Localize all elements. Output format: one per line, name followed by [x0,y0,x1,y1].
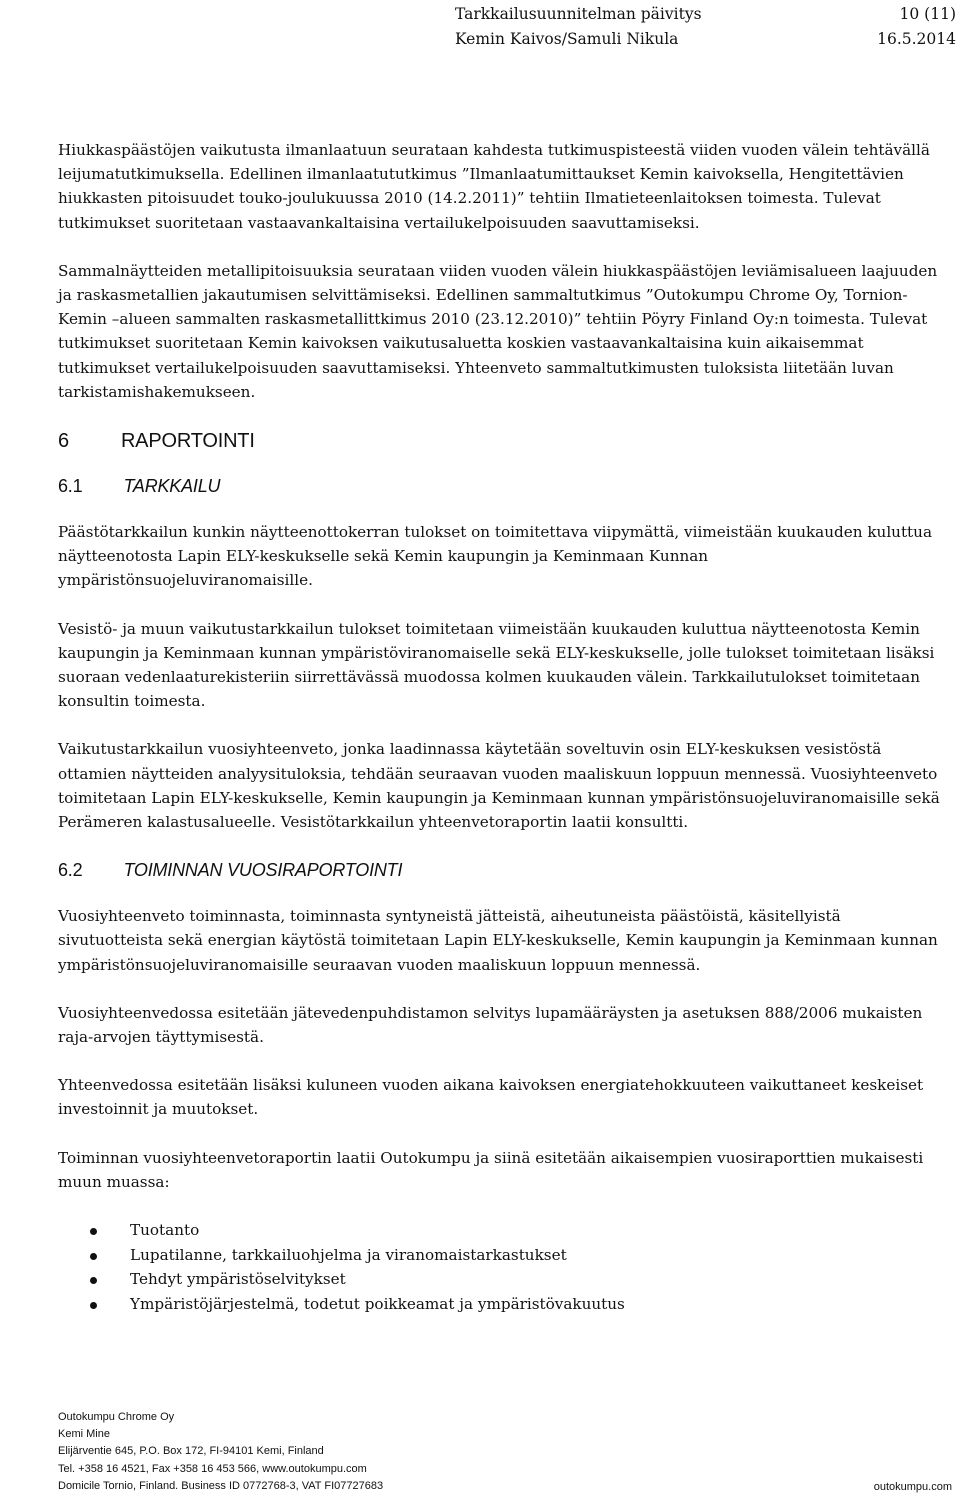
list-item: Tehdyt ympäristöselvitykset [58,1267,950,1292]
paragraph-air-quality: Hiukkaspäästöjen vaikutusta ilmanlaatuun seurataan kahdesta tutkimuspisteestä viiden vuoden välein tehtävällä leijumatutkimuksella. Edellinen ilmanlaatututkimus ”Ilmanlaatumittaukset Kemin kaivoksella, Hengitettävien hiukkasten pitoisuudet touko-joulukuussa 2010 (14.2.2011)” tehtiin Ilmatieteenlaitoksen toimesta. Tulevat tutkimukset suoritetaan vastaavankaltaisina vertailukelpoisuuden saavuttamiseksi. [58,141,930,232]
section-title: RAPORTOINTI [120,430,255,453]
footer-contact: Tel. +358 16 4521, Fax +358 16 453 566, www.outokumpu.com [58,1462,367,1475]
section-heading-reporting [58,428,950,454]
document-title: Tarkkailusuunnitelman päivitys [455,5,702,23]
bullet-icon [90,1228,97,1235]
paragraph-energy: Yhteenvedossa esitetään lisäksi kuluneen vuoden aikana kaivoksen energiatehokkuuteen vaikuttaneet keskeiset investoinnit ja muutokset. [58,1076,924,1119]
paragraph-emission-monitoring: Päästötarkkailun kunkin näytteenottokerran tulokset on toimitettava viipymättä, viimeistään kuukauden kuluttua näytteenotosta Lapin ELY-keskukselle sekä Kemin kaupungin ja Keminmaan Kunnan ympäristönsuojeluviranomaisille. [58,523,932,590]
list-item: Lupatilanne, tarkkailuohjelma ja viranomaistarkastukset [58,1243,950,1268]
page-number: 10 (11) [899,5,956,23]
paragraph-annual-report-contents: Toiminnan vuosiyhteenvetoraportin laatii Outokumpu ja siinä esitetään aikaisempien vuosiraporttien mukaisesti muun muassa: [58,1148,924,1191]
paragraph-annual-summary: Vaikutustarkkailun vuosiyhteenveto, jonka laadinnassa käytetään soveltuvin osin ELY-keskuksen vesistöstä ottamien näytteiden analyysituloksia, tehdään seuraavan vuoden maaliskuun loppuun mennessä. Vuosiyhteenveto toimitetaan Lapin ELY-keskukselle, Kemin kaupungin ja Keminmaan kunnan ympäristönsuojeluviranomaisille sekä Perämeren kalastusalueelle. Vesistötarkkailun yhteenvetoraportin laatii konsultti. [58,740,940,832]
footer-company: Outokumpu Chrome Oy [58,1411,175,1423]
paragraph-water-monitoring: Vesistö- ja muun vaikutustarkkailun tulokset toimitetaan viimeistään kuukauden kuluttua näytteenotosta Kemin kaupungin ja Keminmaan kunnan ympäristöviranomaiselle sekä ELY-keskukselle, jolle tulokset toimitetaan lisäksi suoraan vedenlaaturekisteriin siirrettävässä muodossa kolmen kuukauden välein. Tarkkailutulokset toimitetaan konsultin toimesta. [58,619,935,711]
subsection-number: 6.2 [58,860,83,881]
paragraph-operations-summary: Vuosiyhteenveto toiminnasta, toiminnasta syntyneistä jätteistä, aiheutuneista päästöistä, käsitellyistä sivutuotteista sekä energian käytöstä toimitetaan Lapin ELY-keskukselle, Kemin kaupungin ja Keminmaan kunnan ympäristönsuojeluviranomaisille seuraavan vuoden maaliskuun loppuun mennessä. [58,907,938,974]
document-body [58,138,950,1316]
footer-domicile: Domicile Tornio, Finland. Business ID 0772768-3, VAT FI07727683 [58,1479,384,1492]
bullet-icon [90,1302,97,1309]
section-number: 6 [58,430,69,453]
page-header-left [455,2,702,52]
paragraph-moss-study: Sammalnäytteiden metallipitoisuuksia seurataan viiden vuoden välein hiukkaspäästöjen leviämisalueen laajuuden ja raskasmetallien jakautumisen selvittämiseksi. Edellinen sammaltutkimus ”Outokumpu Chrome Oy, Tornion-Kemin –alueen sammalten raskasmetallittkimus 2010 (23.12.2010)” tehtiin Pöyry Finland Oy:n toimesta. Tulevat tutkimukset suoritetaan Kemin kaivoksen vaikutusaluetta koskien vastaavankaltaisina kuin aikaisemmat tutkimukset vertailukelpoisuuden saavuttamiseksi. Yhteenveto sammaltutkimusten tuloksista liitetään luvan tarkistamishakemukseen. [58,261,938,401]
subsection-title: TARKKAILU [123,476,221,497]
document-date: 16.5.2014 [877,30,956,48]
footer-site: Kemi Mine [58,1428,110,1441]
page-header-right [868,2,956,52]
list-item: Tuotanto [58,1218,950,1243]
paragraph-wastewater: Vuosiyhteenvedossa esitetään jätevedenpuhdistamon selvitys lupamääräysten ja asetuksen 888/2006 mukaisten raja-arvojen täyttymisestä. [58,1003,923,1047]
report-contents-list [58,1218,950,1316]
bullet-icon [90,1253,97,1260]
footer-address: Elijärventie 645, P.O. Box 172, FI-94101 Kemi, Finland [58,1445,324,1458]
document-author: Kemin Kaivos/Samuli Nikula [455,30,679,48]
bullet-icon [90,1277,97,1284]
subsection-heading-monitoring [58,474,950,498]
subsection-heading-annual-reporting [58,858,950,882]
subsection-title: TOIMINNAN VUOSIRAPORTOINTI [123,860,403,881]
list-item: Ympäristöjärjestelmä, todetut poikkeamat ja ympäristövakuutus [58,1292,950,1317]
subsection-number: 6.1 [58,476,83,497]
footer-brand: outokumpu.com [873,1481,952,1493]
page-footer [58,1409,383,1495]
